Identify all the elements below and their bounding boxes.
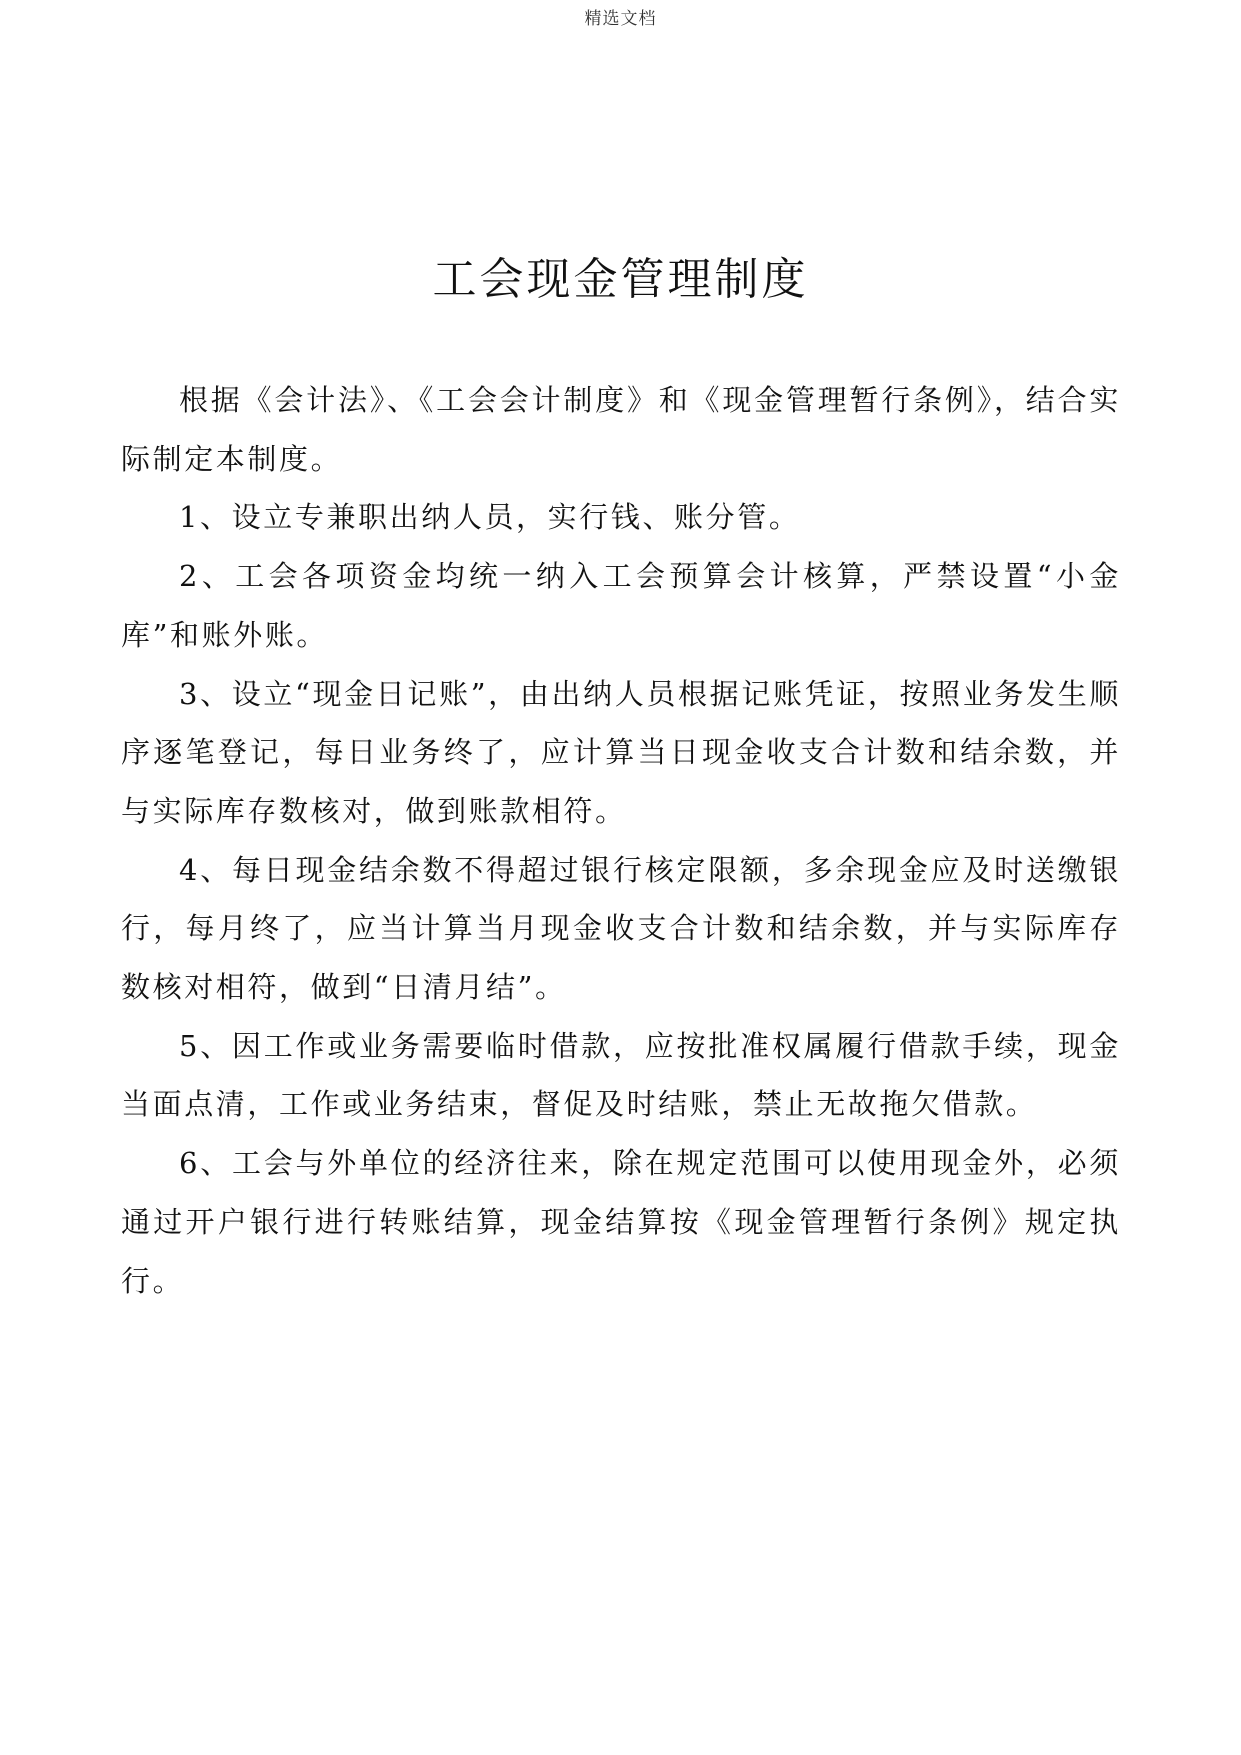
document-title: 工会现金管理制度 [432,254,809,305]
paragraph-item-3: 3、设立“现金日记账”，由出纳人员根据记账凭证，按照业务发生顺序逐笔登记，每日业务终了，应计算当日现金收支合计数和结余数，并与实际库存数核对，做到账款相符。 [121,676,1121,828]
page-header: 精选文档 [584,9,657,29]
paragraph-intro: 根据《会计法》、《工会会计制度》和《现金管理暂行条例》，结合实际制定本制度。 [121,383,1121,476]
paragraph-item-2: 2、工会各项资金均统一纳入工会预算会计核算，严禁设置“小金库”和账外账。 [121,559,1121,652]
paragraph-item-5: 5、因工作或业务需要临时借款，应按批准权属履行借款手续，现金当面点清，工作或业务结束，督促及时结账，禁止无故拖欠借款。 [121,1028,1121,1122]
paragraph-item-1: 1、设立专兼职出纳人员，实行钱、账分管。 [179,500,801,535]
paragraph-item-4: 4、每日现金结余数不得超过银行核定限额，多余现金应及时送缴银行，每月终了，应当计算当月现金收支合计数和结余数，并与实际库存数核对相符，做到“日清月结”。 [121,852,1121,1005]
document-body [121,371,1121,1310]
paragraph-item-6: 6、工会与外单位的经济往来，除在规定范围可以使用现金外，必须通过开户银行进行转账结算，现金结算按《现金管理暂行条例》规定执行。 [121,1146,1121,1298]
